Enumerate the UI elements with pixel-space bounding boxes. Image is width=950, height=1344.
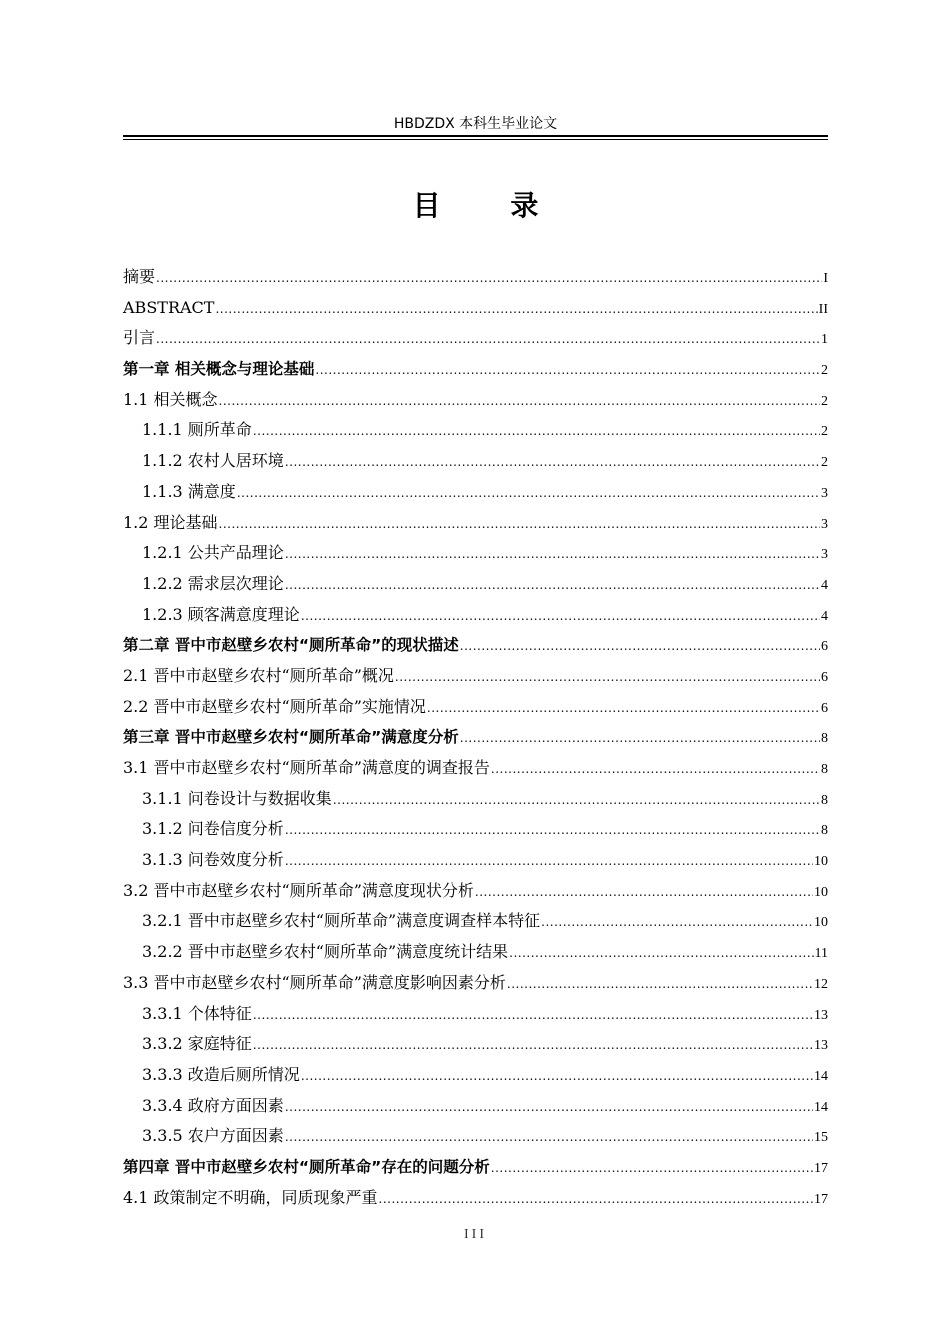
toc-entry[interactable] (123, 477, 828, 508)
toc-entry-title: 3.3.3 改造后厕所情况 (142, 1064, 300, 1084)
toc-entry-title: 1.1.3 满意度 (142, 481, 236, 501)
toc-entry-title: 3.1 晋中市赵壁乡农村“厕所革命”满意度的调查报告 (123, 758, 490, 777)
toc-entry[interactable] (123, 753, 828, 784)
toc-entry-page: 6 (821, 639, 828, 655)
toc-entry-page: 3 (821, 516, 828, 532)
toc-entry[interactable] (123, 814, 828, 845)
toc-entry[interactable] (123, 1060, 828, 1091)
toc-entry-page: 17 (814, 1160, 828, 1176)
toc-entry-page: 4 (821, 608, 828, 624)
toc-entry-page: 11 (814, 946, 828, 962)
toc-entry-title: 3.3.2 家庭特征 (142, 1034, 252, 1054)
dot-leader (285, 1122, 813, 1153)
toc-entry-title: 3.1.3 问卷效度分析 (142, 850, 284, 870)
toc-entry[interactable] (123, 906, 828, 937)
toc-entry[interactable] (123, 1152, 828, 1183)
toc-entry-page: 14 (814, 1068, 828, 1084)
toc-entry-page: II (818, 301, 828, 317)
dot-leader (237, 478, 820, 509)
toc-entry[interactable] (123, 661, 828, 692)
toc-entry-page: 17 (814, 1191, 828, 1207)
toc-entry-title: 第二章 晋中市赵壁乡农村“厕所革命”的现状描述 (123, 636, 459, 655)
toc-entry[interactable] (123, 876, 828, 907)
toc-entry[interactable] (123, 845, 828, 876)
dot-leader (253, 1000, 813, 1031)
dot-leader (285, 447, 820, 478)
toc-entry[interactable] (123, 323, 828, 354)
toc-entry-page: 8 (821, 792, 828, 808)
toc-entry-title: 1.2 理论基础 (123, 512, 218, 532)
dot-leader (219, 386, 820, 417)
dot-leader (301, 1061, 813, 1092)
dot-leader (491, 1153, 813, 1184)
dot-leader (285, 539, 820, 570)
toc-entry-title: 1.2.3 顾客满意度理论 (142, 604, 300, 624)
toc-entry-title: 摘要 (123, 267, 156, 286)
toc-entry[interactable] (123, 293, 828, 324)
toc-entry[interactable] (123, 722, 828, 753)
toc-entry-title: 4.1 政策制定不明确，同质现象严重 (123, 1187, 378, 1207)
toc-entry-title: 第四章 晋中市赵壁乡农村“厕所革命”存在的问题分析 (123, 1157, 490, 1176)
toc-entry-page: 3 (821, 485, 828, 501)
toc-entry-title: 1.1.2 农村人居环境 (142, 451, 284, 471)
toc-entry[interactable] (123, 385, 828, 416)
toc-entry-page: 2 (821, 455, 828, 471)
dot-leader (301, 601, 820, 632)
toc-entry-title: 1.2.1 公共产品理论 (142, 543, 284, 563)
toc-entry-title: 3.2.1 晋中市赵壁乡农村“厕所革命”满意度调查样本特征 (142, 911, 541, 931)
toc-entry-title: 1.2.2 需求层次理论 (142, 573, 284, 593)
toc-entry-title: 3.1.1 问卷设计与数据收集 (142, 788, 332, 808)
toc-entry-page: 8 (821, 762, 828, 777)
toc-entry[interactable] (123, 446, 828, 477)
dot-leader (507, 969, 813, 1000)
header-rule-thick (123, 135, 828, 137)
toc-entry-page: 15 (814, 1130, 828, 1146)
toc-entry[interactable] (123, 999, 828, 1030)
toc-entry[interactable] (123, 600, 828, 631)
running-header: HBDZDX 本科生毕业论文 (393, 116, 558, 132)
toc-title: 目 录 (412, 189, 569, 222)
toc-entry-page: 8 (821, 731, 828, 747)
toc-entry[interactable] (123, 937, 828, 968)
dot-leader (475, 877, 813, 908)
dot-leader (285, 815, 820, 846)
toc-entry[interactable] (123, 692, 828, 723)
toc-entry-title: 3.2.2 晋中市赵壁乡农村“厕所革命”满意度统计结果 (142, 942, 509, 962)
dot-leader (460, 631, 820, 662)
toc-entry[interactable] (123, 508, 828, 539)
toc-entry-title: 3.2 晋中市赵壁乡农村“厕所革命”满意度现状分析 (123, 880, 474, 900)
dot-leader (156, 263, 822, 294)
toc-entry-title: 1.1.1 厕所革命 (142, 420, 252, 440)
toc-entry[interactable] (123, 1029, 828, 1060)
dot-leader (253, 416, 820, 447)
dot-leader (491, 754, 820, 785)
header-rule-thin (123, 139, 828, 140)
toc-entry-title: 3.1.2 问卷信度分析 (142, 819, 284, 839)
toc-entry[interactable] (123, 415, 828, 446)
toc-entry-page: 6 (821, 700, 828, 716)
dot-leader (285, 570, 820, 601)
toc-entry-page: 2 (821, 424, 828, 440)
toc-entry-title: 引言 (123, 328, 156, 348)
toc-entry[interactable] (123, 630, 828, 661)
toc-entry-page: 13 (814, 1007, 828, 1023)
toc-entry-page: 14 (814, 1099, 828, 1115)
toc-entry[interactable] (123, 1091, 828, 1122)
dot-leader (333, 785, 820, 816)
toc-entry[interactable] (123, 968, 828, 999)
toc-entry-page: 13 (814, 1038, 828, 1054)
toc-entry-page: 10 (814, 884, 828, 900)
toc-entry-title: 3.3 晋中市赵壁乡农村“厕所革命”满意度影响因素分析 (123, 972, 506, 992)
dot-leader (509, 938, 813, 969)
toc-entry-title: 3.3.5 农户方面因素 (142, 1126, 284, 1146)
toc-entry-page: 3 (821, 547, 828, 563)
toc-entry-page: 2 (821, 393, 828, 409)
dot-leader (285, 1092, 813, 1123)
toc-entry-page: 8 (821, 823, 828, 839)
dot-leader (541, 907, 813, 938)
dot-leader (156, 324, 820, 355)
dot-leader (315, 355, 820, 386)
page-number: III (464, 1227, 487, 1242)
dot-leader (219, 509, 820, 540)
dot-leader (379, 1184, 813, 1215)
dot-leader (215, 294, 817, 325)
toc-entry-title: 2.2 晋中市赵壁乡农村“厕所革命”实施情况 (123, 696, 426, 716)
toc-entry-page: 10 (814, 854, 828, 870)
dot-leader (460, 723, 820, 754)
toc-entry-page: 12 (814, 976, 828, 992)
toc-entry-title: 第一章 相关概念与理论基础 (123, 360, 315, 379)
toc-entry[interactable] (123, 262, 828, 293)
dot-leader (395, 662, 820, 693)
toc-entry[interactable] (123, 569, 828, 600)
toc-entry-page: 6 (821, 669, 828, 685)
toc-entry-title: 3.3.4 政府方面因素 (142, 1095, 284, 1115)
toc-entry-page: 4 (821, 577, 828, 593)
toc-entry[interactable] (123, 538, 828, 569)
toc-entry-title: 2.1 晋中市赵壁乡农村“厕所革命”概况 (123, 665, 394, 685)
toc-entry[interactable] (123, 354, 828, 385)
dot-leader (285, 846, 813, 877)
dot-leader (427, 693, 820, 724)
toc-entry[interactable] (123, 1121, 828, 1152)
toc-entry-title: 3.3.1 个体特征 (142, 1003, 252, 1023)
toc-entry-page: 10 (814, 915, 828, 931)
toc-entry-title: 1.1 相关概念 (123, 389, 218, 409)
toc-entry-title: 第三章 晋中市赵壁乡农村“厕所革命”满意度分析 (123, 728, 459, 747)
table-of-contents (123, 262, 828, 1213)
toc-entry-title: ABSTRACT (123, 297, 215, 317)
toc-entry-page: 2 (821, 363, 828, 379)
toc-entry-page: I (823, 271, 828, 286)
toc-entry[interactable] (123, 1183, 828, 1214)
toc-entry[interactable] (123, 784, 828, 815)
dot-leader (253, 1030, 813, 1061)
toc-entry-page: 1 (821, 332, 828, 348)
